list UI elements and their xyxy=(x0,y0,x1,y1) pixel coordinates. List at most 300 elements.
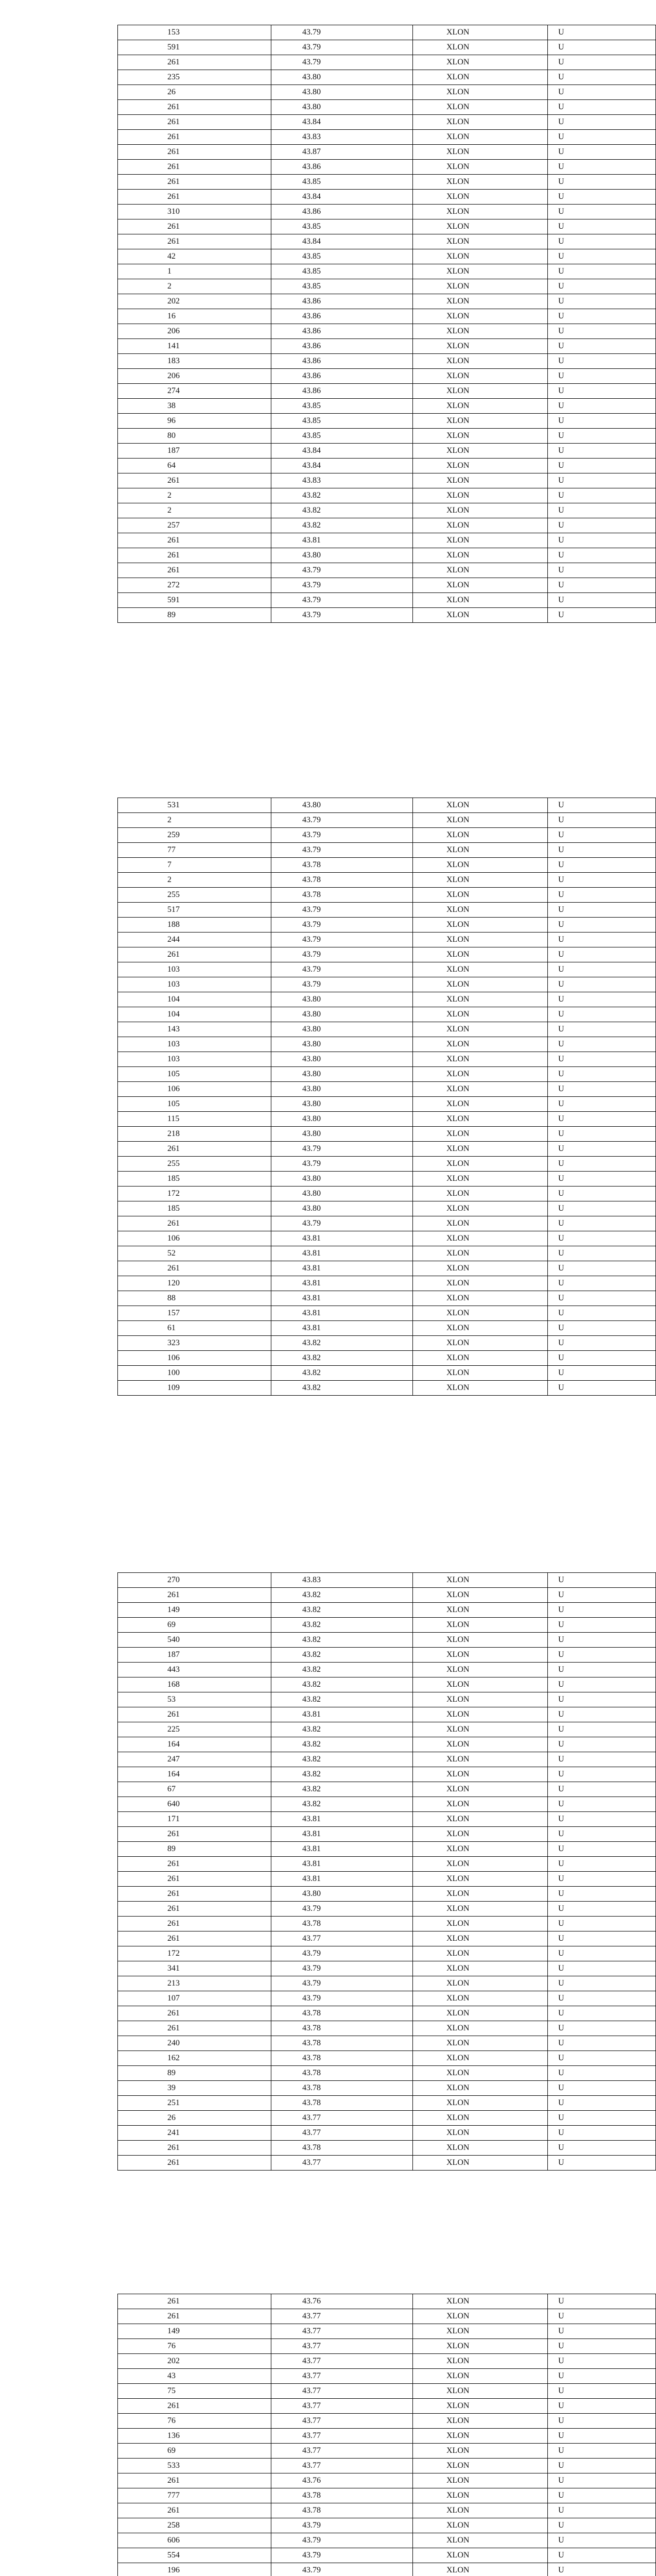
table-row xyxy=(118,518,656,533)
venue-cell: XLON xyxy=(413,309,548,324)
price-cell: 43.79 xyxy=(271,1961,413,1976)
currency-cell: U xyxy=(548,1216,656,1231)
currency-cell: U xyxy=(548,1336,656,1351)
price-cell: 43.78 xyxy=(271,873,413,888)
venue-cell: XLON xyxy=(413,1782,548,1797)
venue-cell: XLON xyxy=(413,1276,548,1291)
table-row xyxy=(118,160,656,175)
volume-cell: 76 xyxy=(118,2414,271,2429)
volume-cell: 261 xyxy=(118,2503,271,2518)
venue-cell: XLON xyxy=(413,1067,548,1082)
venue-cell: XLON xyxy=(413,2006,548,2021)
table-row xyxy=(118,2503,656,2518)
price-cell: 43.78 xyxy=(271,2006,413,2021)
price-cell: 43.80 xyxy=(271,992,413,1007)
table-row xyxy=(118,1887,656,1902)
volume-cell: 69 xyxy=(118,1618,271,1633)
venue-cell: XLON xyxy=(413,947,548,962)
price-cell: 43.79 xyxy=(271,843,413,858)
volume-cell: 188 xyxy=(118,918,271,933)
volume-cell: 162 xyxy=(118,2051,271,2066)
price-cell: 43.76 xyxy=(271,2473,413,2488)
currency-cell: U xyxy=(548,1573,656,1588)
venue-cell: XLON xyxy=(413,977,548,992)
currency-cell: U xyxy=(548,903,656,918)
table-row xyxy=(118,1231,656,1246)
volume-cell: 164 xyxy=(118,1767,271,1782)
table-row xyxy=(118,1663,656,1677)
table-row xyxy=(118,339,656,354)
venue-cell: XLON xyxy=(413,563,548,578)
price-cell: 43.77 xyxy=(271,2111,413,2126)
table-row xyxy=(118,947,656,962)
price-cell: 43.85 xyxy=(271,279,413,294)
currency-cell: U xyxy=(548,2354,656,2369)
volume-cell: 103 xyxy=(118,1052,271,1067)
price-cell: 43.84 xyxy=(271,444,413,459)
currency-cell: U xyxy=(548,1931,656,1946)
currency-cell: U xyxy=(548,205,656,219)
table-row xyxy=(118,2354,656,2369)
volume-cell: 257 xyxy=(118,518,271,533)
volume-cell: 261 xyxy=(118,2399,271,2414)
currency-cell: U xyxy=(548,2324,656,2339)
currency-cell: U xyxy=(548,1231,656,1246)
table-row xyxy=(118,145,656,160)
price-cell: 43.82 xyxy=(271,1677,413,1692)
venue-cell: XLON xyxy=(413,1827,548,1842)
volume-cell: 136 xyxy=(118,2429,271,2444)
table-row xyxy=(118,1127,656,1142)
currency-cell: U xyxy=(548,2533,656,2548)
currency-cell: U xyxy=(548,2488,656,2503)
table-row xyxy=(118,1812,656,1827)
venue-cell: XLON xyxy=(413,2548,548,2563)
table-row xyxy=(118,1931,656,1946)
venue-cell: XLON xyxy=(413,1201,548,1216)
table-row xyxy=(118,828,656,843)
price-cell: 43.78 xyxy=(271,858,413,873)
trades-table xyxy=(117,2294,656,2576)
table-row xyxy=(118,1917,656,1931)
volume-cell: 143 xyxy=(118,1022,271,1037)
volume-cell: 202 xyxy=(118,2354,271,2369)
price-cell: 43.80 xyxy=(271,1097,413,1112)
venue-cell: XLON xyxy=(413,1588,548,1603)
venue-cell: XLON xyxy=(413,1917,548,1931)
table-row xyxy=(118,992,656,1007)
price-cell: 43.80 xyxy=(271,85,413,100)
table-row xyxy=(118,2399,656,2414)
venue-cell: XLON xyxy=(413,1097,548,1112)
venue-cell: XLON xyxy=(413,873,548,888)
venue-cell: XLON xyxy=(413,414,548,429)
venue-cell: XLON xyxy=(413,1707,548,1722)
volume-cell: 261 xyxy=(118,115,271,130)
currency-cell: U xyxy=(548,1633,656,1648)
volume-cell: 241 xyxy=(118,2126,271,2141)
table-row xyxy=(118,1842,656,1857)
table-row xyxy=(118,1201,656,1216)
currency-cell: U xyxy=(548,1321,656,1336)
volume-cell: 261 xyxy=(118,55,271,70)
currency-cell: U xyxy=(548,1917,656,1931)
price-cell: 43.79 xyxy=(271,2548,413,2563)
currency-cell: U xyxy=(548,130,656,145)
table-row xyxy=(118,1366,656,1381)
volume-cell: 185 xyxy=(118,1172,271,1187)
currency-cell: U xyxy=(548,459,656,473)
price-cell: 43.81 xyxy=(271,1276,413,1291)
currency-cell: U xyxy=(548,25,656,40)
volume-cell: 89 xyxy=(118,1842,271,1857)
table-row xyxy=(118,2051,656,2066)
price-cell: 43.82 xyxy=(271,1603,413,1618)
venue-cell: XLON xyxy=(413,608,548,623)
volume-cell: 141 xyxy=(118,339,271,354)
venue-cell: XLON xyxy=(413,1231,548,1246)
venue-cell: XLON xyxy=(413,2429,548,2444)
price-cell: 43.82 xyxy=(271,1663,413,1677)
table-row xyxy=(118,503,656,518)
currency-cell: U xyxy=(548,2036,656,2051)
volume-cell: 100 xyxy=(118,1366,271,1381)
currency-cell: U xyxy=(548,1007,656,1022)
currency-cell: U xyxy=(548,518,656,533)
currency-cell: U xyxy=(548,2369,656,2384)
table-row xyxy=(118,918,656,933)
currency-cell: U xyxy=(548,1648,656,1663)
table-row xyxy=(118,1902,656,1917)
venue-cell: XLON xyxy=(413,369,548,384)
table-row xyxy=(118,2309,656,2324)
volume-cell: 261 xyxy=(118,2294,271,2309)
currency-cell: U xyxy=(548,324,656,339)
volume-cell: 272 xyxy=(118,578,271,593)
currency-cell: U xyxy=(548,279,656,294)
currency-cell: U xyxy=(548,1603,656,1618)
table-row xyxy=(118,2111,656,2126)
price-cell: 43.77 xyxy=(271,1931,413,1946)
venue-cell: XLON xyxy=(413,918,548,933)
volume-cell: 261 xyxy=(118,548,271,563)
price-cell: 43.81 xyxy=(271,1246,413,1261)
table-row xyxy=(118,1142,656,1157)
table-row xyxy=(118,873,656,888)
currency-cell: U xyxy=(548,264,656,279)
price-cell: 43.81 xyxy=(271,1291,413,1306)
price-cell: 43.81 xyxy=(271,1306,413,1321)
price-cell: 43.79 xyxy=(271,1902,413,1917)
price-cell: 43.79 xyxy=(271,903,413,918)
volume-cell: 777 xyxy=(118,2488,271,2503)
venue-cell: XLON xyxy=(413,2518,548,2533)
currency-cell: U xyxy=(548,444,656,459)
table-row xyxy=(118,25,656,40)
table-row xyxy=(118,1022,656,1037)
currency-cell: U xyxy=(548,40,656,55)
table-row xyxy=(118,1082,656,1097)
currency-cell: U xyxy=(548,414,656,429)
table-row xyxy=(118,234,656,249)
price-cell: 43.79 xyxy=(271,2533,413,2548)
volume-cell: 43 xyxy=(118,2369,271,2384)
volume-cell: 258 xyxy=(118,2518,271,2533)
price-cell: 43.79 xyxy=(271,563,413,578)
volume-cell: 38 xyxy=(118,399,271,414)
volume-cell: 261 xyxy=(118,1588,271,1603)
volume-cell: 261 xyxy=(118,1216,271,1231)
venue-cell: XLON xyxy=(413,175,548,190)
venue-cell: XLON xyxy=(413,1573,548,1588)
currency-cell: U xyxy=(548,70,656,85)
venue-cell: XLON xyxy=(413,1618,548,1633)
trades-table xyxy=(117,798,656,1396)
volume-cell: 259 xyxy=(118,828,271,843)
venue-cell: XLON xyxy=(413,25,548,40)
venue-cell: XLON xyxy=(413,1336,548,1351)
volume-cell: 261 xyxy=(118,563,271,578)
table-row xyxy=(118,2429,656,2444)
volume-cell: 540 xyxy=(118,1633,271,1648)
table-row xyxy=(118,1097,656,1112)
table-row xyxy=(118,1991,656,2006)
currency-cell: U xyxy=(548,1677,656,1692)
venue-cell: XLON xyxy=(413,160,548,175)
volume-cell: 235 xyxy=(118,70,271,85)
table-row xyxy=(118,843,656,858)
volume-cell: 261 xyxy=(118,175,271,190)
volume-cell: 104 xyxy=(118,992,271,1007)
table-row xyxy=(118,384,656,399)
trades-table xyxy=(117,25,656,623)
venue-cell: XLON xyxy=(413,1633,548,1648)
venue-cell: XLON xyxy=(413,205,548,219)
table-row xyxy=(118,369,656,384)
table-row xyxy=(118,2339,656,2354)
venue-cell: XLON xyxy=(413,1812,548,1827)
currency-cell: U xyxy=(548,1082,656,1097)
volume-cell: 261 xyxy=(118,1707,271,1722)
currency-cell: U xyxy=(548,2459,656,2473)
price-cell: 43.86 xyxy=(271,324,413,339)
volume-cell: 64 xyxy=(118,459,271,473)
table-row xyxy=(118,473,656,488)
venue-cell: XLON xyxy=(413,593,548,608)
table-row xyxy=(118,1321,656,1336)
currency-cell: U xyxy=(548,219,656,234)
table-row xyxy=(118,399,656,414)
volume-cell: 42 xyxy=(118,249,271,264)
volume-cell: 106 xyxy=(118,1231,271,1246)
currency-cell: U xyxy=(548,1797,656,1812)
currency-cell: U xyxy=(548,2429,656,2444)
venue-cell: XLON xyxy=(413,548,548,563)
table-row xyxy=(118,2414,656,2429)
venue-cell: XLON xyxy=(413,2563,548,2576)
currency-cell: U xyxy=(548,1291,656,1306)
venue-cell: XLON xyxy=(413,1902,548,1917)
table-row xyxy=(118,1707,656,1722)
volume-cell: 261 xyxy=(118,947,271,962)
price-cell: 43.86 xyxy=(271,384,413,399)
volume-cell: 213 xyxy=(118,1976,271,1991)
volume-cell: 261 xyxy=(118,2006,271,2021)
volume-cell: 168 xyxy=(118,1677,271,1692)
volume-cell: 115 xyxy=(118,1112,271,1127)
volume-cell: 247 xyxy=(118,1752,271,1767)
table-row xyxy=(118,1291,656,1306)
table-row xyxy=(118,429,656,444)
venue-cell: XLON xyxy=(413,2503,548,2518)
table-row xyxy=(118,2294,656,2309)
venue-cell: XLON xyxy=(413,2111,548,2126)
venue-cell: XLON xyxy=(413,190,548,205)
price-cell: 43.79 xyxy=(271,1946,413,1961)
volume-cell: 261 xyxy=(118,160,271,175)
volume-cell: 172 xyxy=(118,1946,271,1961)
table-row xyxy=(118,1306,656,1321)
table-row xyxy=(118,309,656,324)
price-cell: 43.80 xyxy=(271,100,413,115)
currency-cell: U xyxy=(548,1991,656,2006)
price-cell: 43.78 xyxy=(271,2066,413,2081)
venue-cell: XLON xyxy=(413,1677,548,1692)
price-cell: 43.78 xyxy=(271,2051,413,2066)
table-row xyxy=(118,1722,656,1737)
currency-cell: U xyxy=(548,1306,656,1321)
venue-cell: XLON xyxy=(413,1946,548,1961)
volume-cell: 261 xyxy=(118,145,271,160)
volume-cell: 261 xyxy=(118,1827,271,1842)
price-cell: 43.77 xyxy=(271,2459,413,2473)
volume-cell: 75 xyxy=(118,2384,271,2399)
price-cell: 43.86 xyxy=(271,339,413,354)
table-row xyxy=(118,563,656,578)
volume-cell: 255 xyxy=(118,1157,271,1172)
volume-cell: 105 xyxy=(118,1067,271,1082)
table-row xyxy=(118,100,656,115)
price-cell: 43.77 xyxy=(271,2399,413,2414)
volume-cell: 89 xyxy=(118,2066,271,2081)
price-cell: 43.79 xyxy=(271,578,413,593)
table-row xyxy=(118,2369,656,2384)
price-cell: 43.80 xyxy=(271,1052,413,1067)
venue-cell: XLON xyxy=(413,1381,548,1396)
price-cell: 43.83 xyxy=(271,1573,413,1588)
price-cell: 43.82 xyxy=(271,1782,413,1797)
currency-cell: U xyxy=(548,1857,656,1872)
currency-cell: U xyxy=(548,2096,656,2111)
venue-cell: XLON xyxy=(413,488,548,503)
volume-cell: 103 xyxy=(118,1037,271,1052)
venue-cell: XLON xyxy=(413,1321,548,1336)
currency-cell: U xyxy=(548,503,656,518)
venue-cell: XLON xyxy=(413,1082,548,1097)
volume-cell: 274 xyxy=(118,384,271,399)
table-row xyxy=(118,1961,656,1976)
price-cell: 43.81 xyxy=(271,1842,413,1857)
price-cell: 43.80 xyxy=(271,1127,413,1142)
volume-cell: 2 xyxy=(118,488,271,503)
currency-cell: U xyxy=(548,1707,656,1722)
price-cell: 43.84 xyxy=(271,115,413,130)
price-cell: 43.78 xyxy=(271,2503,413,2518)
price-cell: 43.78 xyxy=(271,2141,413,2156)
price-cell: 43.81 xyxy=(271,1261,413,1276)
currency-cell: U xyxy=(548,1812,656,1827)
volume-cell: 185 xyxy=(118,1201,271,1216)
volume-cell: 103 xyxy=(118,962,271,977)
price-cell: 43.81 xyxy=(271,533,413,548)
table-row xyxy=(118,1037,656,1052)
price-cell: 43.82 xyxy=(271,1737,413,1752)
price-cell: 43.81 xyxy=(271,1812,413,1827)
price-cell: 43.77 xyxy=(271,2444,413,2459)
price-cell: 43.79 xyxy=(271,1991,413,2006)
currency-cell: U xyxy=(548,2156,656,2171)
volume-cell: 251 xyxy=(118,2096,271,2111)
currency-cell: U xyxy=(548,2066,656,2081)
volume-cell: 53 xyxy=(118,1692,271,1707)
table-row xyxy=(118,2473,656,2488)
table-row xyxy=(118,977,656,992)
price-cell: 43.86 xyxy=(271,160,413,175)
volume-cell: 261 xyxy=(118,1857,271,1872)
venue-cell: XLON xyxy=(413,503,548,518)
venue-cell: XLON xyxy=(413,264,548,279)
currency-cell: U xyxy=(548,1097,656,1112)
venue-cell: XLON xyxy=(413,1052,548,1067)
currency-cell: U xyxy=(548,2081,656,2096)
volume-cell: 16 xyxy=(118,309,271,324)
price-cell: 43.77 xyxy=(271,2339,413,2354)
price-cell: 43.79 xyxy=(271,55,413,70)
volume-cell: 517 xyxy=(118,903,271,918)
price-cell: 43.78 xyxy=(271,1917,413,1931)
venue-cell: XLON xyxy=(413,1127,548,1142)
table-row xyxy=(118,1648,656,1663)
volume-cell: 261 xyxy=(118,1887,271,1902)
price-cell: 43.81 xyxy=(271,1321,413,1336)
currency-cell: U xyxy=(548,2384,656,2399)
price-cell: 43.84 xyxy=(271,190,413,205)
venue-cell: XLON xyxy=(413,399,548,414)
volume-cell: 261 xyxy=(118,533,271,548)
currency-cell: U xyxy=(548,160,656,175)
venue-cell: XLON xyxy=(413,279,548,294)
price-cell: 43.80 xyxy=(271,1067,413,1082)
currency-cell: U xyxy=(548,1692,656,1707)
price-cell: 43.80 xyxy=(271,1037,413,1052)
venue-cell: XLON xyxy=(413,903,548,918)
venue-cell: XLON xyxy=(413,2036,548,2051)
table-row xyxy=(118,578,656,593)
currency-cell: U xyxy=(548,1022,656,1037)
venue-cell: XLON xyxy=(413,2294,548,2309)
table-row xyxy=(118,608,656,623)
price-cell: 43.80 xyxy=(271,798,413,813)
price-cell: 43.77 xyxy=(271,2309,413,2324)
venue-cell: XLON xyxy=(413,85,548,100)
currency-cell: U xyxy=(548,473,656,488)
price-cell: 43.76 xyxy=(271,2294,413,2309)
venue-cell: XLON xyxy=(413,1737,548,1752)
table-row xyxy=(118,2548,656,2563)
volume-cell: 67 xyxy=(118,1782,271,1797)
table-row xyxy=(118,115,656,130)
venue-cell: XLON xyxy=(413,1216,548,1231)
